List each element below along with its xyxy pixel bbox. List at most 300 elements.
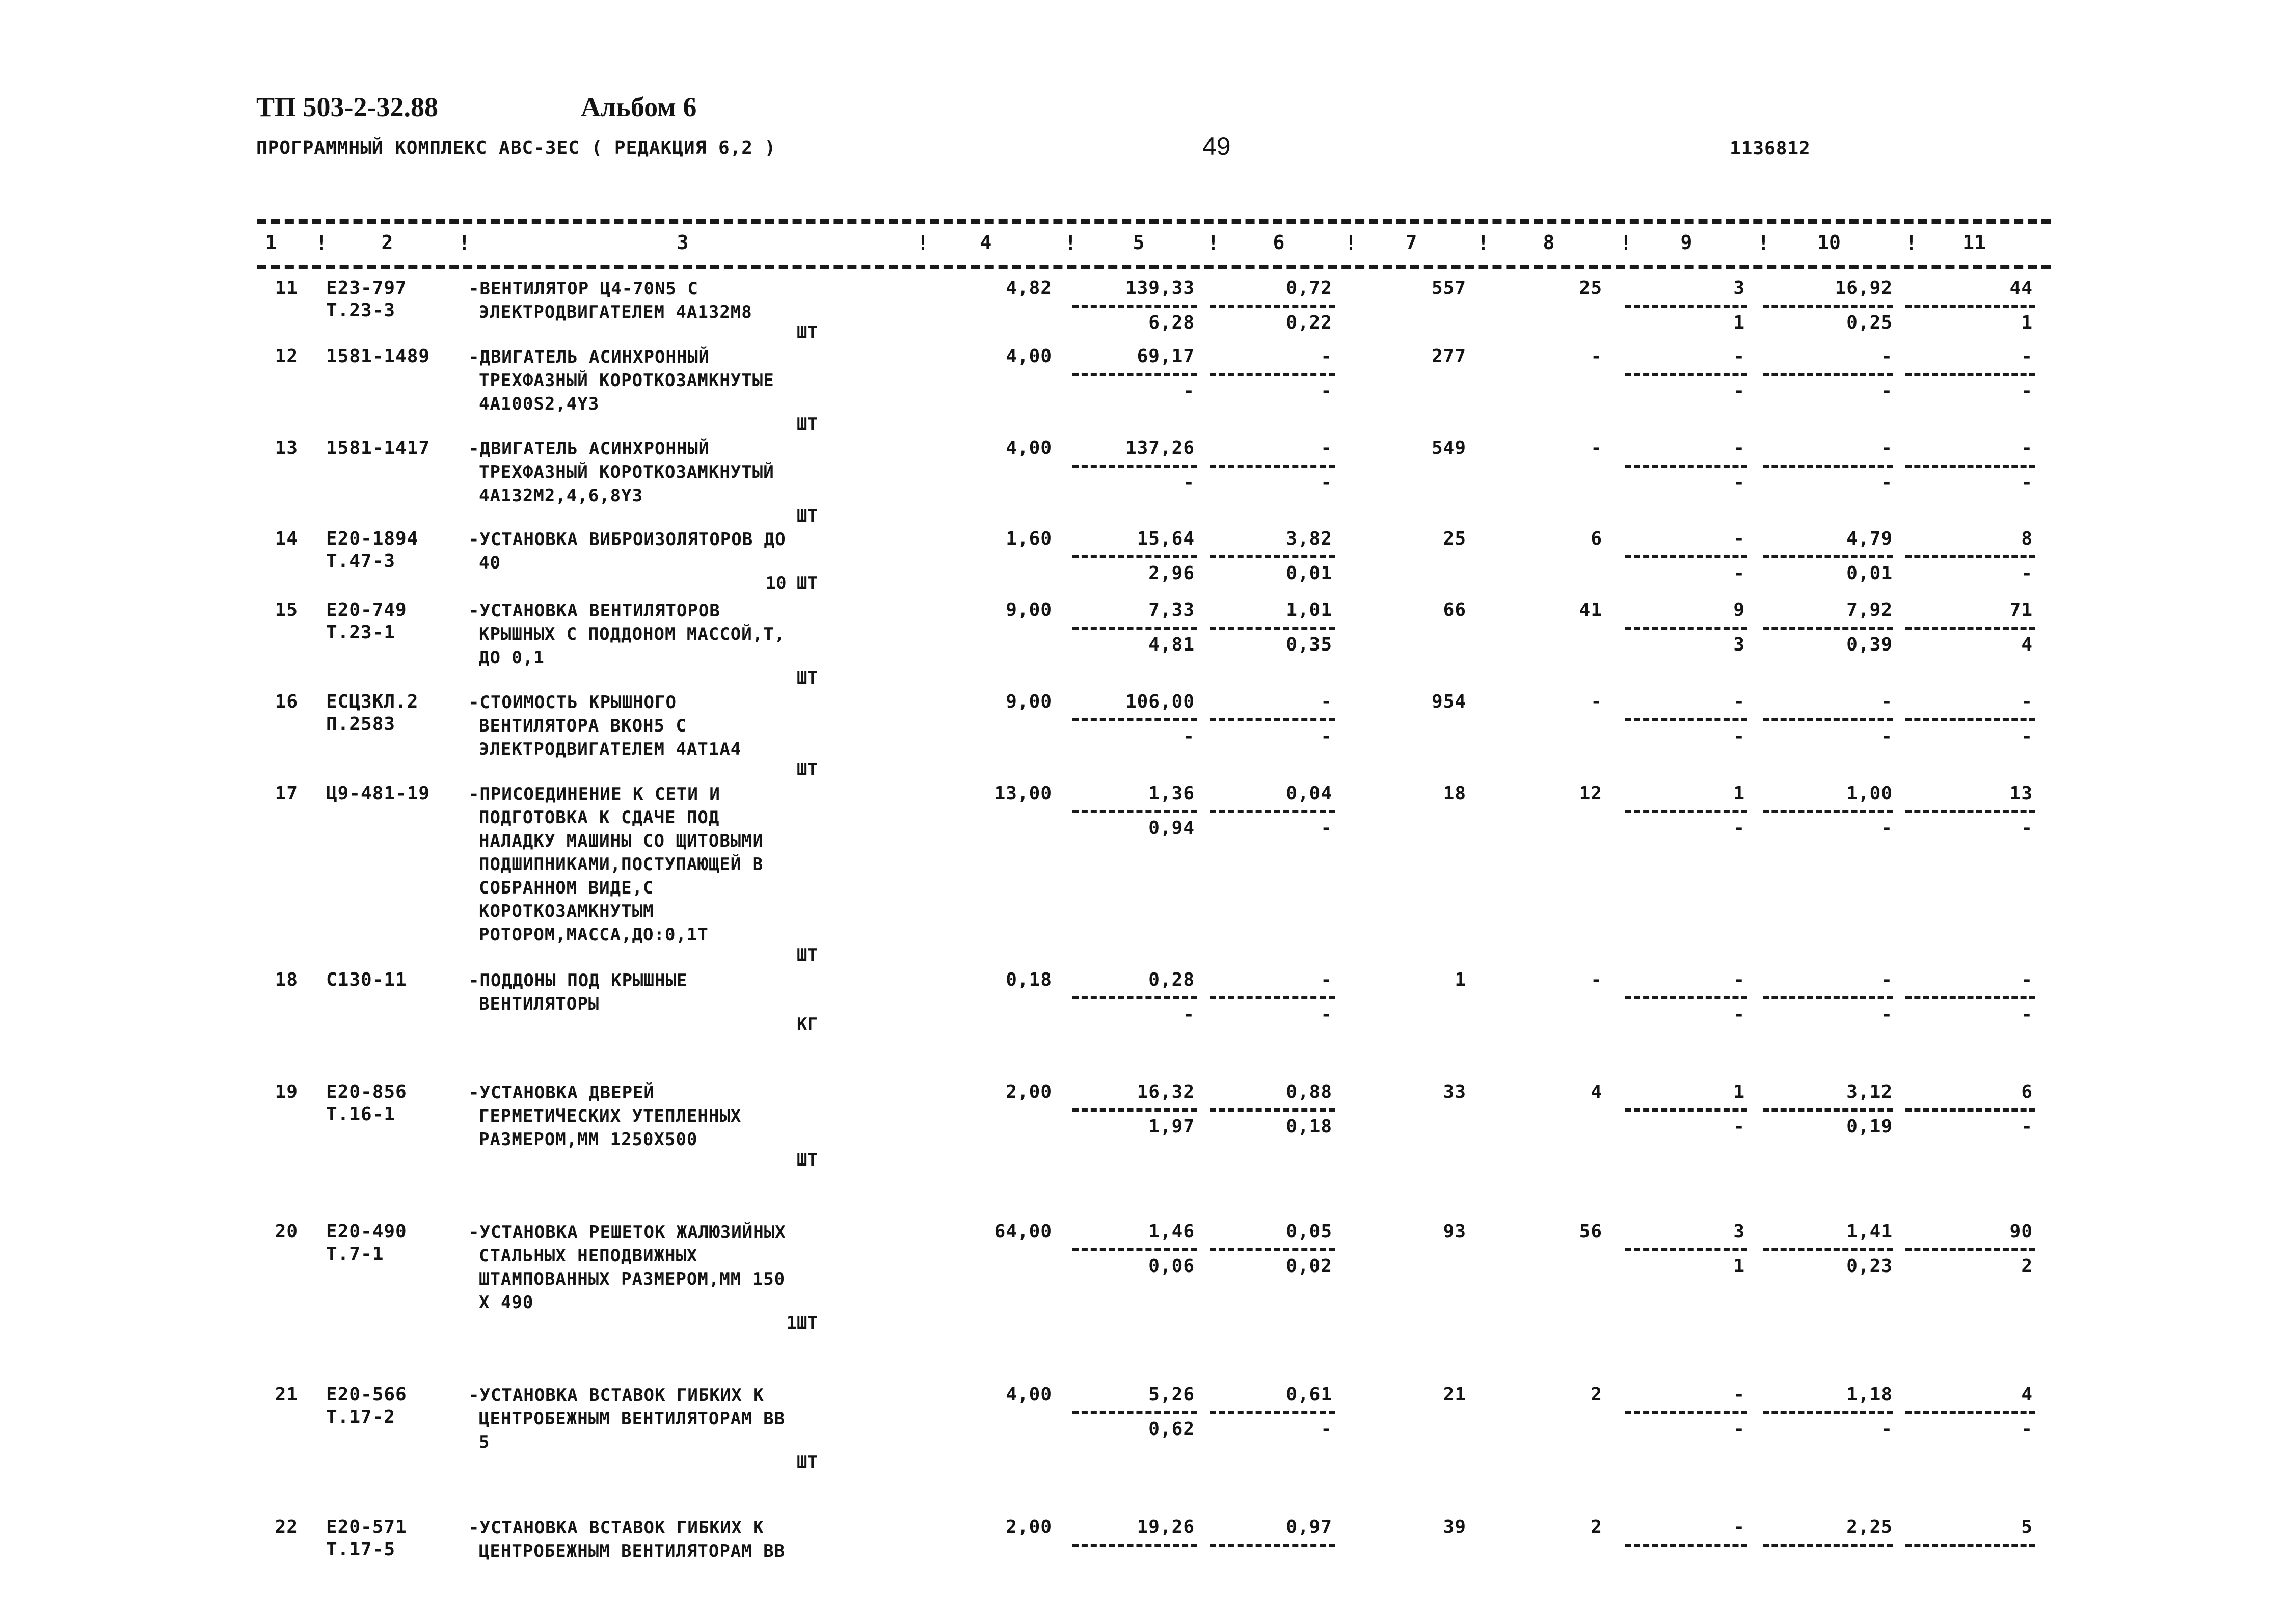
col8-value: 6: [1591, 528, 1602, 549]
column-divider: !: [1758, 232, 1769, 254]
col7-value: 1: [1455, 969, 1466, 990]
row-description: РАЗМЕРОМ,ММ 1250Х500: [479, 1129, 698, 1150]
col11-separator: [1905, 1411, 2035, 1414]
row-code: Е20-856: [326, 1081, 407, 1102]
col4-value: 4,00: [1006, 438, 1052, 458]
row-code: Е23-797: [326, 278, 407, 299]
col6-separator: [1210, 1411, 1335, 1414]
row-number: 12: [275, 346, 298, 367]
col9-subvalue: 3: [1733, 634, 1745, 655]
row-description: ПОДШИПНИКАМИ,ПОСТУПАЮЩЕЙ В: [479, 854, 764, 875]
row-description: ПОДГОТОВКА К СДАЧЕ ПОД: [479, 807, 720, 828]
col6-separator: [1210, 810, 1335, 813]
col8-value: -: [1591, 969, 1602, 990]
col6-value: 3,82: [1286, 528, 1332, 549]
col11-subvalue: -: [2021, 381, 2033, 401]
col5-separator: [1072, 996, 1197, 999]
col11-separator: [1905, 465, 2035, 468]
column-header-7: 7: [1405, 231, 1417, 254]
row-code: Е20-1894: [326, 528, 419, 549]
row-description: -УСТАНОВКА ДВЕРЕЙ: [469, 1082, 655, 1103]
row-number: 18: [275, 969, 298, 990]
col5-subvalue: 6,28: [1148, 312, 1195, 333]
col8-value: -: [1591, 691, 1602, 712]
col8-value: 25: [1579, 278, 1602, 299]
col11-separator: [1905, 1108, 2035, 1112]
col10-subvalue: -: [1881, 818, 1893, 838]
col5-value: 69,17: [1137, 346, 1195, 367]
col11-separator: [1905, 305, 2035, 308]
col4-value: 0,18: [1006, 969, 1052, 990]
col11-subvalue: -: [2021, 1116, 2033, 1137]
row-unit: КГ: [797, 1014, 818, 1035]
col8-value: 2: [1591, 1384, 1602, 1405]
row-description: ЦЕНТРОБЕЖНЫМ ВЕНТИЛЯТОРАМ ВВ: [479, 1541, 786, 1561]
col11-value: -: [2021, 969, 2033, 990]
row-description: -УСТАНОВКА ВСТАВОК ГИБКИХ К: [469, 1385, 764, 1405]
col5-subvalue: -: [1183, 1004, 1195, 1025]
row-number: 14: [275, 528, 298, 549]
col8-value: -: [1591, 346, 1602, 367]
table-header-rule: [257, 265, 2051, 269]
row-number: 21: [275, 1384, 298, 1405]
col10-separator: [1763, 373, 1893, 376]
col9-value: -: [1733, 438, 1745, 458]
row-description: КРЫШНЫХ С ПОДДОНОМ МАССОЙ,Т,: [479, 624, 786, 644]
row-number: 19: [275, 1081, 298, 1102]
col5-value: 0,28: [1148, 969, 1195, 990]
col7-value: 954: [1431, 691, 1466, 712]
col9-separator: [1625, 1108, 1747, 1112]
col6-value: 0,04: [1286, 783, 1332, 804]
col5-separator: [1072, 627, 1197, 630]
doc-code: ТП 503-2-32.88: [256, 92, 438, 122]
col10-separator: [1763, 810, 1893, 813]
col11-subvalue: -: [2021, 1004, 2033, 1025]
col11-value: 90: [2009, 1221, 2033, 1242]
col5-separator: [1072, 305, 1197, 308]
column-divider: !: [459, 232, 470, 254]
row-unit: ШТ: [797, 414, 818, 435]
album-label: Альбом 6: [581, 92, 697, 122]
col9-separator: [1625, 718, 1747, 721]
col10-subvalue: -: [1881, 472, 1893, 493]
col10-separator: [1763, 627, 1893, 630]
col5-subvalue: -: [1183, 726, 1195, 747]
column-header-1: 1: [265, 231, 277, 254]
col7-value: 33: [1443, 1081, 1466, 1102]
row-description: -ДВИГАТЕЛЬ АСИНХРОННЫЙ: [469, 439, 710, 459]
col6-value: 0,05: [1286, 1221, 1332, 1242]
col5-value: 7,33: [1148, 600, 1195, 620]
row-code: Т.7-1: [326, 1243, 384, 1264]
col5-value: 137,26: [1125, 438, 1195, 458]
col11-value: 6: [2021, 1081, 2033, 1102]
row-description: ТРЕХФАЗНЫЙ КОРОТКОЗАМКНУТЫЕ: [479, 370, 774, 391]
col9-subvalue: 1: [1733, 1256, 1745, 1277]
row-code: Ц9-481-19: [326, 783, 431, 804]
row-description: ШТАМПОВАННЫХ РАЗМЕРОМ,ММ 150: [479, 1269, 786, 1289]
col5-value: 1,46: [1148, 1221, 1195, 1242]
row-description: ЭЛЕКТРОДВИГАТЕЛЕМ 4АТ1А4: [479, 739, 742, 760]
col5-value: 5,26: [1148, 1384, 1195, 1405]
row-unit: 10 ШТ: [765, 573, 818, 593]
column-divider: !: [316, 232, 328, 254]
doc-number: 1136812: [1730, 138, 1811, 159]
col9-separator: [1625, 305, 1747, 308]
col10-subvalue: 0,25: [1846, 312, 1893, 333]
col5-subvalue: 0,94: [1148, 818, 1195, 838]
col11-value: -: [2021, 691, 2033, 712]
col11-subvalue: 1: [2021, 312, 2033, 333]
col11-subvalue: 4: [2021, 634, 2033, 655]
col6-value: -: [1321, 438, 1332, 458]
col5-value: 15,64: [1137, 528, 1195, 549]
column-divider: !: [1065, 232, 1077, 254]
row-code: С130-11: [326, 969, 407, 990]
col5-value: 1,36: [1148, 783, 1195, 804]
col6-value: -: [1321, 346, 1332, 367]
table-top-rule: [257, 219, 2051, 224]
col10-value: 3,12: [1846, 1081, 1893, 1102]
row-code: Т.17-5: [326, 1539, 396, 1560]
col9-subvalue: -: [1733, 1419, 1745, 1440]
col8-value: 12: [1579, 783, 1602, 804]
col10-separator: [1763, 305, 1893, 308]
row-description: -ДВИГАТЕЛЬ АСИНХРОННЫЙ: [469, 347, 710, 367]
col5-subvalue: 0,06: [1148, 1256, 1195, 1277]
col9-value: -: [1733, 691, 1745, 712]
col5-separator: [1072, 1248, 1197, 1251]
col6-separator: [1210, 555, 1335, 558]
row-number: 13: [275, 438, 298, 458]
col11-subvalue: -: [2021, 726, 2033, 747]
col11-subvalue: -: [2021, 563, 2033, 584]
column-divider: !: [1905, 232, 1917, 254]
col6-subvalue: -: [1321, 1419, 1332, 1440]
col10-separator: [1763, 1248, 1893, 1251]
col7-value: 557: [1431, 278, 1466, 299]
col11-value: -: [2021, 346, 2033, 367]
col9-value: 1: [1733, 1081, 1745, 1102]
col8-value: 41: [1579, 600, 1602, 620]
row-code: Т.16-1: [326, 1104, 396, 1125]
col9-value: 3: [1733, 1221, 1745, 1242]
col9-subvalue: -: [1733, 1004, 1745, 1025]
col10-separator: [1763, 1108, 1893, 1112]
col11-separator: [1905, 555, 2035, 558]
col6-separator: [1210, 1108, 1335, 1112]
col5-separator: [1072, 1411, 1197, 1414]
col6-subvalue: 0,22: [1286, 312, 1332, 333]
col9-subvalue: -: [1733, 381, 1745, 401]
row-number: 17: [275, 783, 298, 804]
col4-value: 4,82: [1006, 278, 1052, 299]
row-description: -ПРИСОЕДИНЕНИЕ К СЕТИ И: [469, 784, 720, 804]
row-description: ТРЕХФАЗНЫЙ КОРОТКОЗАМКНУТЫЙ: [479, 462, 774, 482]
col10-value: -: [1881, 438, 1893, 458]
col6-separator: [1210, 305, 1335, 308]
col9-separator: [1625, 1411, 1747, 1414]
row-description: ГЕРМЕТИЧЕСКИХ УТЕПЛЕННЫХ: [479, 1106, 742, 1126]
col6-subvalue: 0,02: [1286, 1256, 1332, 1277]
row-unit: ШТ: [797, 322, 818, 343]
col10-subvalue: -: [1881, 1004, 1893, 1025]
col9-subvalue: -: [1733, 726, 1745, 747]
col7-value: 93: [1443, 1221, 1466, 1242]
row-number: 22: [275, 1517, 298, 1537]
row-description: СОБРАННОМ ВИДЕ,С: [479, 878, 654, 898]
row-description: ВЕНТИЛЯТОРА ВКОН5 С: [479, 716, 687, 736]
col11-value: 8: [2021, 528, 2033, 549]
row-code: Т.23-3: [326, 300, 396, 321]
col5-subvalue: 2,96: [1148, 563, 1195, 584]
col5-subvalue: -: [1183, 472, 1195, 493]
col5-separator: [1072, 810, 1197, 813]
row-description: -ПОДДОНЫ ПОД КРЫШНЫЕ: [469, 970, 688, 991]
row-code: 1581-1417: [326, 438, 431, 458]
column-divider: !: [917, 232, 929, 254]
row-description: -УСТАНОВКА ВСТАВОК ГИБКИХ К: [469, 1518, 764, 1538]
col10-subvalue: -: [1881, 381, 1893, 401]
col4-value: 13,00: [994, 783, 1052, 804]
col10-value: 7,92: [1846, 600, 1893, 620]
column-divider: !: [1477, 232, 1489, 254]
col5-subvalue: 1,97: [1148, 1116, 1195, 1137]
col8-value: 4: [1591, 1081, 1602, 1102]
col5-value: 106,00: [1125, 691, 1195, 712]
col10-value: 2,25: [1846, 1517, 1893, 1537]
col11-value: 71: [2009, 600, 2033, 620]
col7-value: 66: [1443, 600, 1466, 620]
col4-value: 4,00: [1006, 1384, 1052, 1405]
col9-separator: [1625, 627, 1747, 630]
col10-separator: [1763, 465, 1893, 468]
col9-separator: [1625, 810, 1747, 813]
col9-value: 9: [1733, 600, 1745, 620]
col6-value: 0,61: [1286, 1384, 1332, 1405]
col11-subvalue: -: [2021, 1419, 2033, 1440]
col9-value: -: [1733, 1517, 1745, 1537]
row-description: ДО 0,1: [479, 647, 545, 668]
column-divider: !: [1207, 232, 1219, 254]
col6-separator: [1210, 996, 1335, 999]
col6-subvalue: 0,18: [1286, 1116, 1332, 1137]
col5-separator: [1072, 373, 1197, 376]
column-header-8: 8: [1543, 231, 1555, 254]
col10-separator: [1763, 555, 1893, 558]
col9-separator: [1625, 1544, 1747, 1547]
col10-value: 16,92: [1835, 278, 1893, 299]
col11-value: 13: [2009, 783, 2033, 804]
col6-value: 1,01: [1286, 600, 1332, 620]
row-code: Е20-566: [326, 1384, 407, 1405]
row-number: 11: [275, 278, 298, 299]
col11-separator: [1905, 627, 2035, 630]
col9-subvalue: -: [1733, 818, 1745, 838]
row-code: Е20-571: [326, 1517, 407, 1537]
col10-value: 4,79: [1846, 528, 1893, 549]
row-description: 4А100S2,4Y3: [479, 394, 600, 414]
row-code: 1581-1489: [326, 346, 431, 367]
row-description: -СТОИМОСТЬ КРЫШНОГО: [469, 692, 677, 713]
col11-separator: [1905, 1248, 2035, 1251]
col6-subvalue: -: [1321, 1004, 1332, 1025]
column-header-9: 9: [1680, 231, 1692, 254]
col9-value: -: [1733, 346, 1745, 367]
row-unit: ШТ: [797, 760, 818, 780]
col9-separator: [1625, 555, 1747, 558]
col11-subvalue: 2: [2021, 1256, 2033, 1277]
col4-value: 4,00: [1006, 346, 1052, 367]
column-header-10: 10: [1817, 231, 1841, 254]
col11-value: 5: [2021, 1517, 2033, 1537]
col11-separator: [1905, 373, 2035, 376]
col10-separator: [1763, 1544, 1893, 1547]
col4-value: 1,60: [1006, 528, 1052, 549]
col10-subvalue: 0,39: [1846, 634, 1893, 655]
col11-subvalue: -: [2021, 472, 2033, 493]
col6-subvalue: -: [1321, 726, 1332, 747]
row-description: 5: [479, 1432, 490, 1452]
program-title: ПРОГРАММНЫЙ КОМПЛЕКС АВС-3ЕС ( РЕДАКЦИЯ 6,2 ): [256, 138, 776, 158]
col11-value: 4: [2021, 1384, 2033, 1405]
col6-separator: [1210, 627, 1335, 630]
row-unit: ШТ: [797, 945, 818, 965]
row-code: Т.23-1: [326, 622, 396, 643]
col4-value: 64,00: [994, 1221, 1052, 1242]
column-divider: !: [1620, 232, 1632, 254]
col4-value: 9,00: [1006, 691, 1052, 712]
row-description: Х 490: [479, 1292, 534, 1313]
column-header-11: 11: [1962, 231, 1986, 254]
col6-separator: [1210, 465, 1335, 468]
col9-subvalue: -: [1733, 472, 1745, 493]
col9-value: -: [1733, 1384, 1745, 1405]
column-header-2: 2: [381, 231, 393, 254]
col8-value: 2: [1591, 1517, 1602, 1537]
col9-value: -: [1733, 528, 1745, 549]
col10-value: 1,41: [1846, 1221, 1893, 1242]
col10-subvalue: -: [1881, 1419, 1893, 1440]
col11-separator: [1905, 810, 2035, 813]
col11-subvalue: -: [2021, 818, 2033, 838]
col5-subvalue: 0,62: [1148, 1419, 1195, 1440]
col8-value: -: [1591, 438, 1602, 458]
row-description: -УСТАНОВКА ВИБРОИЗОЛЯТОРОВ ДО: [469, 529, 786, 550]
col9-subvalue: 1: [1733, 312, 1745, 333]
col7-value: 25: [1443, 528, 1466, 549]
col4-value: 2,00: [1006, 1081, 1052, 1102]
col11-separator: [1905, 718, 2035, 721]
row-unit: ШТ: [797, 506, 818, 526]
col6-separator: [1210, 373, 1335, 376]
row-unit: ШТ: [797, 1452, 818, 1473]
col9-subvalue: -: [1733, 1116, 1745, 1137]
row-number: 15: [275, 600, 298, 620]
col9-value: 3: [1733, 278, 1745, 299]
column-divider: !: [1345, 232, 1357, 254]
row-description: 4А132М2,4,6,8Y3: [479, 485, 643, 506]
col10-value: -: [1881, 691, 1893, 712]
col6-separator: [1210, 718, 1335, 721]
row-code: Т.47-3: [326, 551, 396, 572]
col9-value: -: [1733, 969, 1745, 990]
row-code: Е20-749: [326, 600, 407, 620]
col10-subvalue: -: [1881, 726, 1893, 747]
col6-separator: [1210, 1544, 1335, 1547]
col7-value: 277: [1431, 346, 1466, 367]
row-unit: 1ШТ: [786, 1313, 818, 1333]
col10-subvalue: 0,23: [1846, 1256, 1893, 1277]
col7-value: 549: [1431, 438, 1466, 458]
column-header-3: 3: [677, 231, 689, 254]
col6-value: -: [1321, 691, 1332, 712]
row-description: ВЕНТИЛЯТОРЫ: [479, 994, 600, 1014]
col10-separator: [1763, 718, 1893, 721]
page-number: 49: [1202, 132, 1231, 160]
col4-value: 9,00: [1006, 600, 1052, 620]
row-unit: ШТ: [797, 668, 818, 688]
col6-subvalue: -: [1321, 472, 1332, 493]
row-description: -УСТАНОВКА ВЕНТИЛЯТОРОВ: [469, 601, 720, 621]
col9-separator: [1625, 996, 1747, 999]
col6-subvalue: 0,01: [1286, 563, 1332, 584]
col5-subvalue: 4,81: [1148, 634, 1195, 655]
row-description: НАЛАДКУ МАШИНЫ СО ЩИТОВЫМИ: [479, 831, 764, 851]
col10-value: 1,18: [1846, 1384, 1893, 1405]
col5-separator: [1072, 465, 1197, 468]
row-code: ЕСЦЗКЛ.2: [326, 691, 419, 712]
col10-separator: [1763, 996, 1893, 999]
col6-subvalue: -: [1321, 818, 1332, 838]
col7-value: 39: [1443, 1517, 1466, 1537]
col5-value: 139,33: [1125, 278, 1195, 299]
col5-value: 19,26: [1137, 1517, 1195, 1537]
col6-subvalue: 0,35: [1286, 634, 1332, 655]
row-number: 16: [275, 691, 298, 712]
row-code: Т.17-2: [326, 1406, 396, 1427]
row-description: -ВЕНТИЛЯТОР Ц4-70N5 С: [469, 279, 698, 299]
col9-separator: [1625, 465, 1747, 468]
col6-value: 0,97: [1286, 1517, 1332, 1537]
col6-value: -: [1321, 969, 1332, 990]
row-description: ЦЕНТРОБЕЖНЫМ ВЕНТИЛЯТОРАМ ВВ: [479, 1409, 786, 1429]
row-unit: ШТ: [797, 1150, 818, 1170]
column-header-6: 6: [1273, 231, 1285, 254]
col10-subvalue: 0,01: [1846, 563, 1893, 584]
col11-value: 44: [2009, 278, 2033, 299]
col11-separator: [1905, 1544, 2035, 1547]
col5-subvalue: -: [1183, 381, 1195, 401]
col9-subvalue: -: [1733, 563, 1745, 584]
col6-subvalue: -: [1321, 381, 1332, 401]
col11-value: -: [2021, 438, 2033, 458]
col10-value: -: [1881, 346, 1893, 367]
col9-value: 1: [1733, 783, 1745, 804]
row-code: Е20-490: [326, 1221, 407, 1242]
row-description: СТАЛЬНЫХ НЕПОДВИЖНЫХ: [479, 1246, 698, 1266]
col5-value: 16,32: [1137, 1081, 1195, 1102]
row-description: -УСТАНОВКА РЕШЕТОК ЖАЛЮЗИЙНЫХ: [469, 1222, 786, 1242]
col6-separator: [1210, 1248, 1335, 1251]
col8-value: 56: [1579, 1221, 1602, 1242]
row-description: ЭЛЕКТРОДВИГАТЕЛЕМ 4А132М8: [479, 302, 752, 322]
row-number: 20: [275, 1221, 298, 1242]
col5-separator: [1072, 1544, 1197, 1547]
row-description: КОРОТКОЗАМКНУТЫМ: [479, 901, 654, 922]
col7-value: 18: [1443, 783, 1466, 804]
